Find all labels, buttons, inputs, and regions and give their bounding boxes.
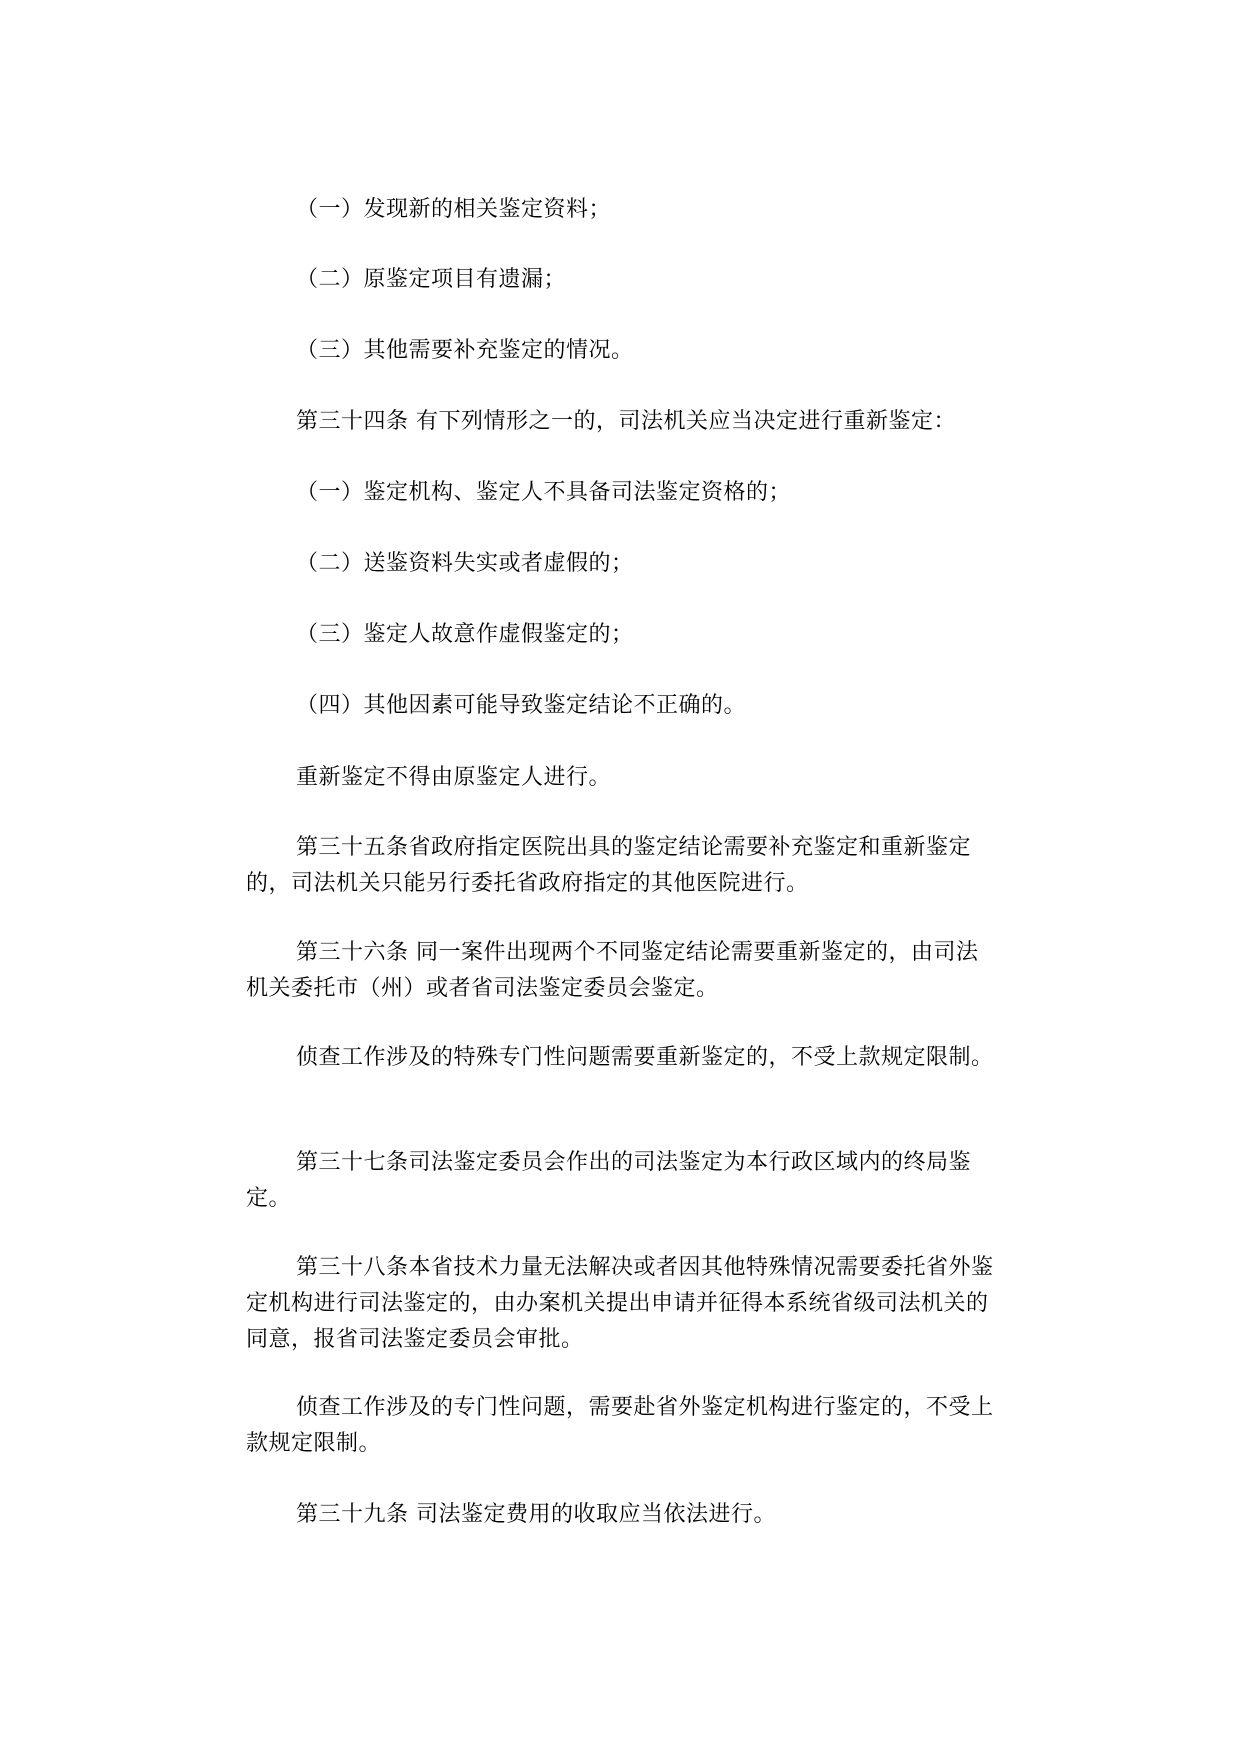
paragraph-exception-2: 侦查工作涉及的专门性问题，需要赴省外鉴定机构进行鉴定的，不受上款规定限制。: [246, 1395, 994, 1456]
article-38: 第三十八条本省技术力量无法解决或者因其他特殊情况需要委托省外鉴定机构进行司法鉴定的，由办案机关提出申请并征得本系统省级司法机关的同意，报省司法鉴定委员会审批。: [246, 1255, 994, 1352]
article-34: 第三十四条 有下列情形之一的，司法机关应当决定进行重新鉴定：: [296, 409, 956, 434]
paragraph-exception-1: 侦查工作涉及的特殊专门性问题需要重新鉴定的，不受上款规定限制。: [296, 1045, 994, 1070]
paragraph-item-7: （四）其他因素可能导致鉴定结论不正确的。: [296, 693, 747, 718]
article-37: 第三十七条司法鉴定委员会作出的司法鉴定为本行政区域内的终局鉴定。: [246, 1150, 972, 1211]
paragraph-item-2: （二）原鉴定项目有遗漏；: [296, 267, 567, 292]
paragraph-note: 重新鉴定不得由原鉴定人进行。: [296, 765, 612, 790]
paragraph-item-3: （三）其他需要补充鉴定的情况。: [296, 338, 634, 363]
article-35: 第三十五条省政府指定医院出具的鉴定结论需要补充鉴定和重新鉴定的，司法机关只能另行委托省政府指定的其他医院进行。: [246, 835, 972, 896]
paragraph-item-1: （一）发现新的相关鉴定资料；: [296, 197, 612, 222]
article-39: 第三十九条 司法鉴定费用的收取应当依法进行。: [296, 1502, 776, 1527]
paragraph-item-6: （三）鉴定人故意作虚假鉴定的；: [296, 622, 634, 647]
paragraph-item-4: （一）鉴定机构、鉴定人不具备司法鉴定资格的；: [296, 480, 792, 505]
paragraph-item-5: （二）送鉴资料失实或者虚假的；: [296, 551, 634, 576]
article-36: 第三十六条 同一案件出现两个不同鉴定结论需要重新鉴定的，由司法机关委托市（州）或者省司法鉴定委员会鉴定。: [246, 940, 979, 1001]
